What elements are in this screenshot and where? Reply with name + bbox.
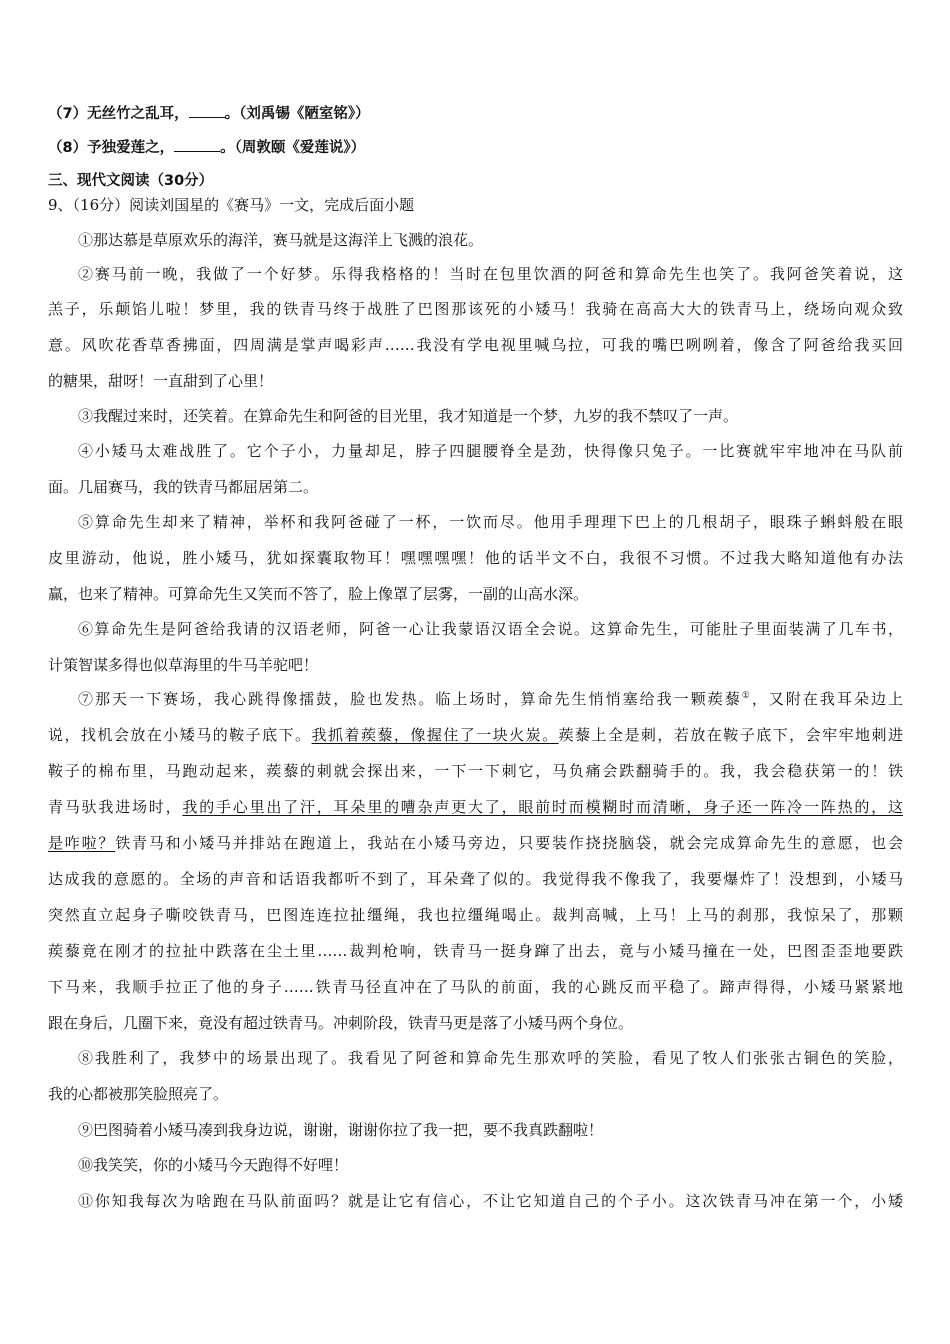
paragraph-6-line: ⑥算命先生是阿爸给我请的汉语老师，阿爸一心让我蒙语汉语全会说。这算命先生，可能肚子里面装满了几车书， — [78, 620, 903, 638]
paragraph-5-line: 赢，也来了精神。可算命先生又笑而不答了，脸上像罩了层雾，一副的山高水深。 — [48, 585, 589, 603]
question-intro: 9、（16分）阅读刘国星的《赛马》一文，完成后面小题 — [48, 196, 415, 214]
paragraph-7-line: 说，找机会放在小矮马的鞍子底下。我抓着蒺藜，像握住了一块火炭。蒺藜上全是刺，若放在鞍子底下，会牢牢地刺进 — [48, 726, 903, 744]
paragraph-2-line: ②赛马前一晚，我做了一个好梦。乐得我格格的！当时在包里饮酒的阿爸和算命先生也笑了。我阿爸笑着说，这 — [78, 265, 903, 283]
fill-item-8: （8）予独爱莲之， 。（周敦颐《爱莲说》） — [48, 137, 903, 158]
fill-item-7: （7）无丝竹之乱耳， 。（刘禹锡《陋室铭》） — [48, 103, 903, 124]
paragraph-8-line: ⑧我胜利了，我梦中的场景出现了。我看见了阿爸和算命先生那欢呼的笑脸，看见了牧人们张张古铜色的笑脸， — [78, 1049, 903, 1067]
paragraph-2-line: 的糖果，甜呀！一直甜到了心里！ — [48, 372, 274, 390]
paragraph-2-line: 意。风吹花香草香拂面，四周满是掌声喝彩声……我没有学电视里喊乌拉，可我的嘴巴咧咧着，像含了阿爸给我买回 — [48, 336, 903, 354]
paragraph-7-line: 下马来，我顺手拉正了他的身子……铁青马径直冲在了马队的前面，我的心跳反而平稳了。蹄声得得，小矮马紧紧地 — [48, 978, 903, 996]
underlined-sentence: 是咋啦？ — [48, 834, 116, 852]
paragraph-7-line: 是咋啦？铁青马和小矮马并排站在跑道上，我站在小矮马旁边，只要装作挠挠脑袋，就会完成算命先生的意愿，也会 — [48, 834, 903, 852]
paragraph-5-line: ⑤算命先生却来了精神，举杯和我阿爸碰了一杯，一饮而尽。他用手理理下巴上的几根胡子，眼珠子蝌蚪般在眼 — [78, 513, 903, 531]
paragraph-6-line: 计策智谋多得也似草海里的牛马羊驼吧！ — [48, 656, 319, 674]
paragraph-1-line: ①那达慕是草原欢乐的海洋，赛马就是这海洋上飞溅的浪花。 — [78, 231, 484, 249]
paragraph-5-line: 皮里游动，他说，胜小矮马，犹如探囊取物耳！嘿嘿嘿嘿！他的话半文不白，我很不习惯。不过我大略知道他有办法 — [48, 549, 903, 567]
paragraph-7-line: 青马驮我进场时，我的手心里出了汗，耳朵里的嘈杂声更大了，眼前时而模糊时而清晰，身子还一阵冷一阵热的，这 — [48, 798, 903, 816]
paragraph-7-line: 蒺藜竟在刚才的拉扯中跌落在尘土里……裁判枪响，铁青马一挺身蹿了出去，竟与小矮马撞在一处，巴图歪歪地要跌 — [48, 942, 903, 960]
paragraph-3-line: ③我醒过来时，还笑着。在算命先生和阿爸的目光里，我才知道是一个梦，九岁的我不禁叹了一声。 — [78, 407, 739, 425]
paragraph-10-line: ⑩我笑笑，你的小矮马今天跑得不好哩！ — [78, 1156, 349, 1174]
paragraph-2-line: 羔子，乐颠馅儿啦！梦里，我的铁青马终于战胜了巴图那该死的小矮马！我骑在高高大大的铁青马上，绕场向观众致 — [48, 300, 903, 318]
paragraph-4-line: 面。几届赛马，我的铁青马都屈居第二。 — [48, 478, 319, 496]
paragraph-7-line: 跟在身后，几圈下来，竟没有超过铁青马。冲刺阶段，铁青马更是落了小矮马两个身位。 — [48, 1014, 634, 1032]
underlined-sentence: 我的手心里出了汗，耳朵里的嘈杂声更大了，眼前时而模糊时而清晰，身子还一阵冷一阵热的，这 — [182, 798, 903, 816]
paragraph-9-line: ⑨巴图骑着小矮马凑到我身边说，谢谢，谢谢你拉了我一把，要不我真跌翻啦！ — [78, 1121, 604, 1139]
paragraph-7-line: 鞍子的棉布里，马跑动起来，蒺藜的刺就会探出来，一下一下刺它，马负痛会跌翻骑手的。我，我会稳获第一的！铁 — [48, 762, 903, 780]
paragraph-7-line: ⑦那天一下赛场，我心跳得像擂鼓，脸也发热。临上场时，算命先生悄悄塞给我一颗蒺藜①，又附在我耳朵边上 — [78, 690, 903, 708]
paragraph-8-line: 我的心都被那笑脸照亮了。 — [48, 1085, 229, 1103]
paragraph-7-line: 达成我的意愿的。全场的声音和话语我都听不到了，耳朵聋了似的。我觉得我不像我了，我要爆炸了！没想到，小矮马 — [48, 870, 903, 888]
paragraph-11-line: ⑪你知我每次为啥跑在马队前面吗？就是让它有信心，不让它知道自己的个子小。这次铁青马冲在第一个，小矮 — [78, 1192, 903, 1210]
paragraph-7-line: 突然直立起身子嘶咬铁青马，巴图连连拉扯缰绳，我也拉缰绳喝止。裁判高喊，上马！上马的刹那，我惊呆了，那颗 — [48, 906, 903, 924]
section-heading: 三、现代文阅读（30分） — [48, 173, 214, 189]
footnote-marker: ① — [741, 691, 752, 701]
answer-blank-7[interactable] — [189, 103, 225, 118]
underlined-sentence: 我抓着蒺藜，像握住了一块火炭。 — [311, 726, 559, 744]
paragraph-4-line: ④小矮马太难战胜了。它个子小，力量却足，脖子四腿腰脊全是劲，快得像只兔子。一比赛就牢牢地冲在马队前 — [78, 442, 903, 460]
answer-blank-8[interactable] — [174, 137, 220, 152]
